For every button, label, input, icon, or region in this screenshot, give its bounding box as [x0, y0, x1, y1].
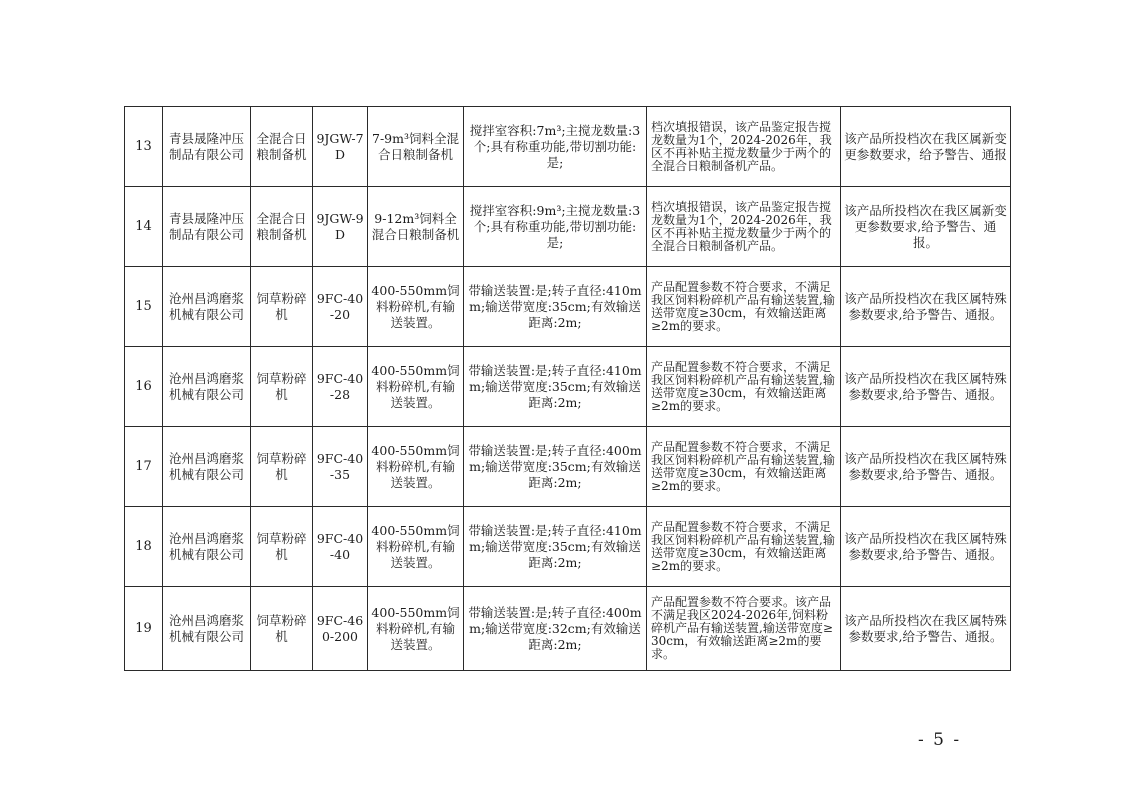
- action-cell: 该产品所投档次在我区属特殊参数要求,给予警告、通报。: [841, 347, 1011, 427]
- violation-table-container: [124, 106, 1010, 670]
- params-cell: 带输送装置:是;转子直径:400mm;输送带宽度:35cm;有效输送距离:2m;: [464, 427, 647, 507]
- params-cell: 带输送装置:是;转子直径:410mm;输送带宽度:35cm;有效输送距离:2m;: [464, 507, 647, 587]
- tier-cell: 400-550mm饲料粉碎机,有输送装置。: [368, 587, 464, 671]
- company-cell: 沧州昌鸿磨浆机械有限公司: [163, 347, 251, 427]
- product-name-cell: 饲草粉碎机: [251, 427, 313, 507]
- violation-table: [124, 106, 1011, 671]
- params-cell: 带输送装置:是;转子直径:400mm;输送带宽度:32cm;有效输送距离:2m;: [464, 587, 647, 671]
- action-cell: 该产品所投档次在我区属新变更参数要求，给予警告、通报: [841, 107, 1011, 187]
- product-name-cell: 全混合日粮制备机: [251, 187, 313, 267]
- problem-cell: 产品配置参数不符合要求，不满足我区饲料粉碎机产品有输送装置,输送带宽度≥30cm，有效输送距离≥2m的要求。: [647, 427, 841, 507]
- tier-cell: 9-12m³饲料全混合日粮制备机: [368, 187, 464, 267]
- row-number-cell: 18: [125, 507, 163, 587]
- problem-cell: 档次填报错误，该产品鉴定报告搅龙数量为1个，2024-2026年，我区不再补贴主搅龙数量少于两个的全混合日粮制备机产品。: [647, 107, 841, 187]
- action-cell: 该产品所投档次在我区属特殊参数要求,给予警告、通报。: [841, 587, 1011, 671]
- model-cell: 9FC-40-35: [313, 427, 368, 507]
- action-cell: 该产品所投档次在我区属新变更参数要求,给予警告、通报。: [841, 187, 1011, 267]
- company-cell: 青县晟隆冲压制品有限公司: [163, 107, 251, 187]
- tier-cell: 400-550mm饲料粉碎机,有输送装置。: [368, 507, 464, 587]
- company-cell: 沧州昌鸿磨浆机械有限公司: [163, 587, 251, 671]
- params-cell: 搅拌室容积:9m³;主搅龙数量:3个;具有称重功能,带切割功能:是;: [464, 187, 647, 267]
- params-cell: 搅拌室容积:7m³;主搅龙数量:3个;具有称重功能,带切割功能:是;: [464, 107, 647, 187]
- tier-cell: 400-550mm饲料粉碎机,有输送装置。: [368, 347, 464, 427]
- model-cell: 9FC-40-28: [313, 347, 368, 427]
- table-row: [125, 107, 1011, 187]
- model-cell: 9FC-40-20: [313, 267, 368, 347]
- tier-cell: 7-9m³饲料全混合日粮制备机: [368, 107, 464, 187]
- problem-cell: 产品配置参数不符合要求。该产品不满足我区2024-2026年,饲料粉碎机产品有输送装置,输送带宽度≥30cm，有效输送距离≥2m的要求。: [647, 587, 841, 671]
- problem-cell: 产品配置参数不符合要求，不满足我区饲料粉碎机产品有输送装置,输送带宽度≥30cm，有效输送距离≥2m的要求。: [647, 267, 841, 347]
- row-number-cell: 16: [125, 347, 163, 427]
- params-cell: 带输送装置:是;转子直径:410mm;输送带宽度:35cm;有效输送距离:2m;: [464, 347, 647, 427]
- params-cell: 带输送装置:是;转子直径:410mm;输送带宽度:35cm;有效输送距离:2m;: [464, 267, 647, 347]
- table-row: [125, 347, 1011, 427]
- table-row: [125, 507, 1011, 587]
- tier-cell: 400-550mm饲料粉碎机,有输送装置。: [368, 427, 464, 507]
- action-cell: 该产品所投档次在我区属特殊参数要求,给予警告、通报。: [841, 507, 1011, 587]
- company-cell: 沧州昌鸿磨浆机械有限公司: [163, 427, 251, 507]
- table-row: [125, 267, 1011, 347]
- row-number-cell: 14: [125, 187, 163, 267]
- model-cell: 9JGW-7D: [313, 107, 368, 187]
- problem-cell: 档次填报错误，该产品鉴定报告搅龙数量为1个，2024-2026年，我区不再补贴主搅龙数量少于两个的全混合日粮制备机产品。: [647, 187, 841, 267]
- company-cell: 沧州昌鸿磨浆机械有限公司: [163, 267, 251, 347]
- row-number-cell: 19: [125, 587, 163, 671]
- action-cell: 该产品所投档次在我区属特殊参数要求,给予警告、通报。: [841, 427, 1011, 507]
- row-number-cell: 17: [125, 427, 163, 507]
- problem-cell: 产品配置参数不符合要求，不满足我区饲料粉碎机产品有输送装置,输送带宽度≥30cm，有效输送距离≥2m的要求。: [647, 507, 841, 587]
- problem-cell: 产品配置参数不符合要求，不满足我区饲料粉碎机产品有输送装置,输送带宽度≥30cm，有效输送距离≥2m的要求。: [647, 347, 841, 427]
- product-name-cell: 饲草粉碎机: [251, 267, 313, 347]
- model-cell: 9JGW-9D: [313, 187, 368, 267]
- row-number-cell: 15: [125, 267, 163, 347]
- table-row: [125, 187, 1011, 267]
- action-cell: 该产品所投档次在我区属特殊参数要求,给予警告、通报。: [841, 267, 1011, 347]
- company-cell: 沧州昌鸿磨浆机械有限公司: [163, 507, 251, 587]
- model-cell: 9FC-460-200: [313, 587, 368, 671]
- table-row: [125, 427, 1011, 507]
- tier-cell: 400-550mm饲料粉碎机,有输送装置。: [368, 267, 464, 347]
- row-number-cell: 13: [125, 107, 163, 187]
- page-number: - 5 -: [918, 730, 962, 750]
- product-name-cell: 饲草粉碎机: [251, 587, 313, 671]
- table-row: [125, 587, 1011, 671]
- product-name-cell: 全混合日粮制备机: [251, 107, 313, 187]
- product-name-cell: 饲草粉碎机: [251, 507, 313, 587]
- model-cell: 9FC-40-40: [313, 507, 368, 587]
- product-name-cell: 饲草粉碎机: [251, 347, 313, 427]
- company-cell: 青县晟隆冲压制品有限公司: [163, 187, 251, 267]
